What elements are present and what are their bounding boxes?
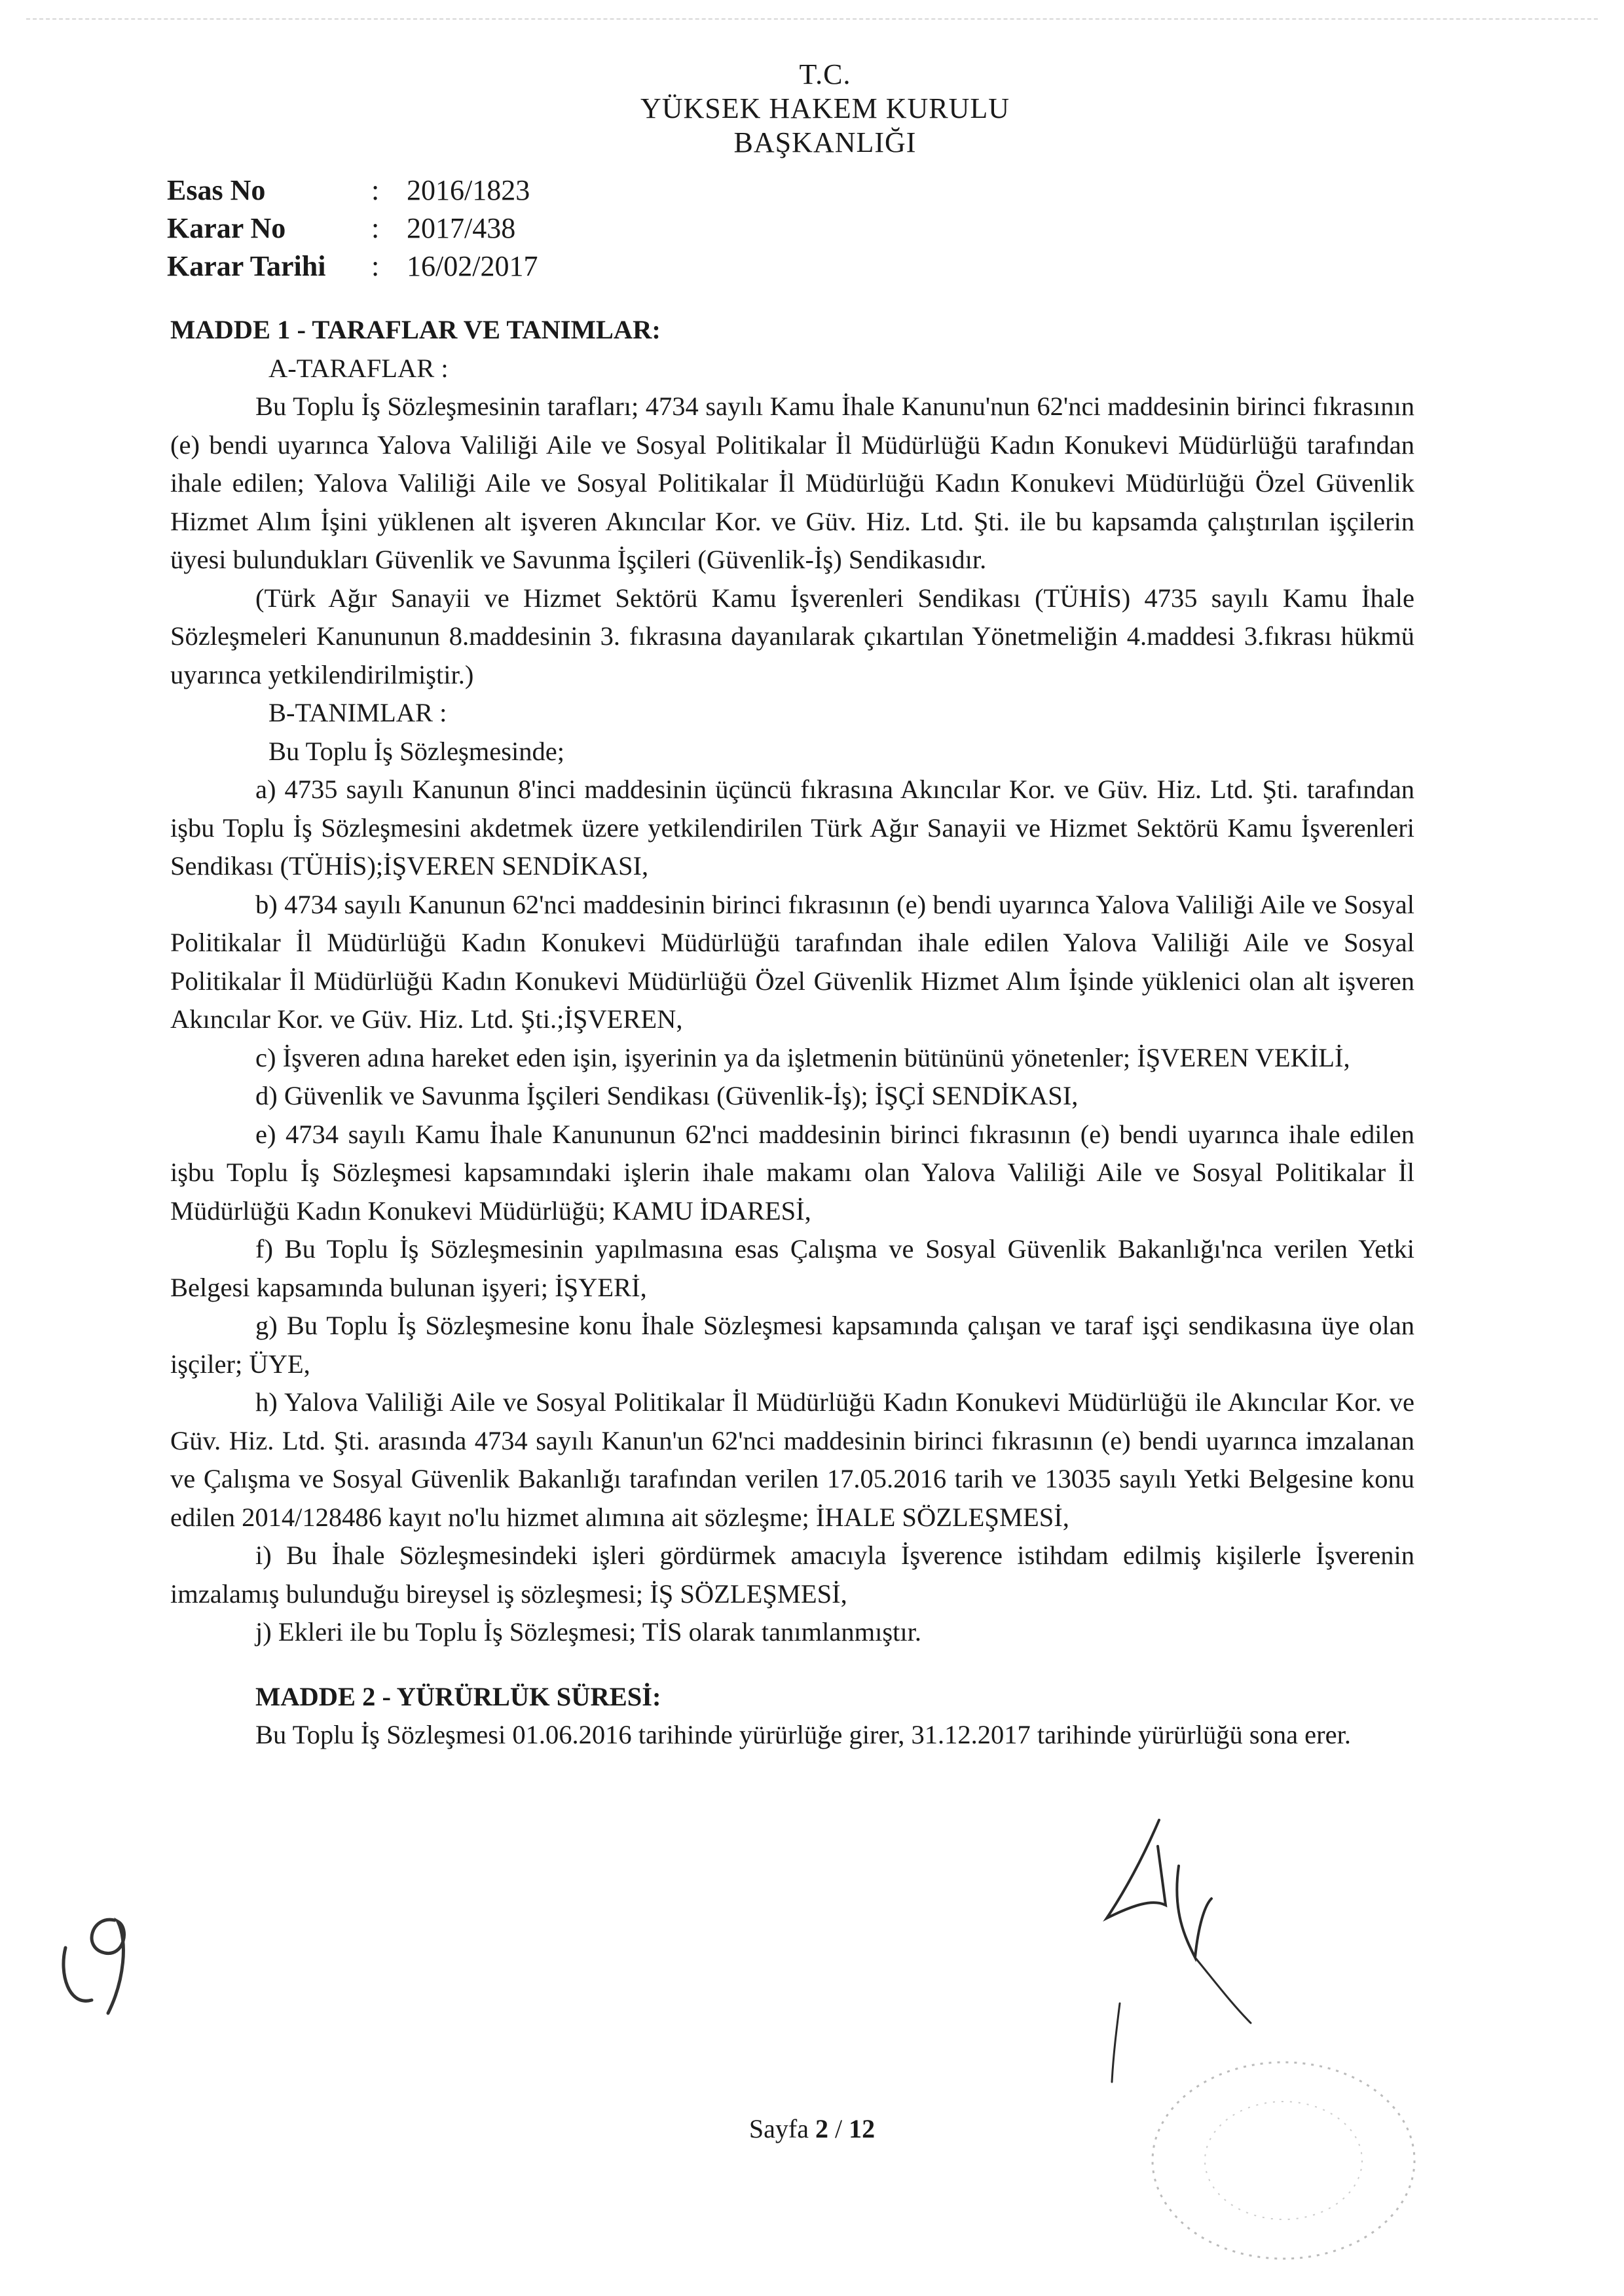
scan-edge-line — [26, 18, 1598, 20]
page-prefix: Sayfa — [748, 2114, 815, 2143]
section-gap — [170, 1652, 1414, 1678]
header-line-presidency: BAŞKANLIĞI — [733, 126, 917, 158]
meta-colon: : — [371, 250, 380, 282]
header-line-tc: T.C. — [799, 58, 851, 90]
meta-colon: : — [371, 212, 380, 244]
article-1-heading: MADDE 1 - TARAFLAR VE TANIMLAR: — [170, 315, 661, 344]
seal-stamp-icon — [1126, 2043, 1441, 2278]
section-b-heading: B-TANIMLAR : — [268, 698, 447, 727]
definition-item: b) 4734 sayılı Kanunun 62'nci maddesinin birinci fıkrasının (e) bendi uyarınca Yalova Valiliği Aile ve Sosyal Politikalar İl Müdürlüğü Kadın Konukevi Müdürlüğü tarafından ihale edilen Yalova Valiliği Aile ve Sosyal Politikalar İl Müdürlüğü Kadın Konukevi Müdürlüğü Özel Güvenlik Hizmet Alım İşinde yüklenici olan alt işveren Akıncılar Kor. ve Güv. Hiz. Ltd. Şti.;İŞVEREN, — [170, 889, 1414, 1034]
header-line-court: YÜKSEK HAKEM KURULU — [640, 92, 1010, 124]
definition-item: g) Bu Toplu İş Sözleşmesine konu İhale Sözleşmesi kapsamında çalışan ve taraf işçi sendikasına üye olan işçiler; ÜYE, — [170, 1311, 1414, 1379]
definition-item: a) 4735 sayılı Kanunun 8'inci maddesinin üçüncü fıkrasına Akıncılar Kor. ve Güv. Hiz. Ltd. Şti. tarafından işbu Toplu İş Sözleşmesini akdetmek üzere yetkilendirilen Türk Ağır Sanayii ve Hizmet Sektörü Kamu İşverenleri Sendikası (TÜHİS);İŞVEREN SENDİKASI, — [170, 774, 1414, 881]
definition-item: d) Güvenlik ve Savunma İşçileri Sendikası (Güvenlik-İş); İŞÇİ SENDİKASI, — [255, 1081, 1079, 1110]
definitions-intro: Bu Toplu İş Sözleşmesinde; — [268, 736, 565, 766]
definition-item: e) 4734 sayılı Kamu İhale Kanununun 62'nci maddesinin birinci fıkrasının (e) bendi uyarınca ihale edilen işbu Toplu İş Sözleşmesi kapsamındaki işlerin ihale makamı olan Yalova Valiliği Aile ve Sosyal Politikalar İl Müdürlüğü Kadın Konukevi Müdürlüğü; KAMU İDARESİ, — [170, 1119, 1414, 1226]
definition-item: i) Bu İhale Sözleşmesindeki işleri gördürmek amacıyla İşverence istihdam edilmiş kişilerle İşverenin imzalamış bulunduğu bireysel iş sözleşmesi; İŞ SÖZLEŞMESİ, — [170, 1540, 1414, 1609]
definition-item: f) Bu Toplu İş Sözleşmesinin yapılmasına esas Çalışma ve Sosyal Güvenlik Bakanlığı'nca verilen Yetki Belgesi kapsamında bulunan işyeri; İŞYERİ, — [170, 1234, 1414, 1302]
page-total: 12 — [849, 2114, 876, 2143]
page-current: 2 — [815, 2114, 828, 2143]
definition-item: c) İşveren adına hareket eden işin, işyerinin ya da işletmenin bütününü yönetenler; İŞVEREN VEKİLİ, — [255, 1042, 1350, 1072]
section-a-heading: A-TARAFLAR : — [268, 353, 449, 383]
meta-value: 2016/1823 — [407, 174, 530, 206]
meta-colon: : — [371, 174, 380, 206]
definition-item: j) Ekleri ile bu Toplu İş Sözleşmesi; TİS olarak tanımlanmıştır. — [255, 1617, 922, 1647]
case-metadata — [167, 172, 538, 285]
meta-value: 2017/438 — [407, 212, 516, 244]
definition-item: h) Yalova Valiliği Aile ve Sosyal Politikalar İl Müdürlüğü Kadın Konukevi Müdürlüğü ile Akıncılar Kor. ve Güv. Hiz. Ltd. Şti. arasında 4734 sayılı Kanun'un 62'nci maddesinin birinci fıkrasının (e) bendi uyarınca imzalanan ve Çalışma ve Sosyal Güvenlik Bakanlığı tarafından verilen 17.05.2016 tarih ve 13035 sayılı Yetki Belgesine konu edilen 2014/128486 kayıt no'lu hizmet alımına ait sözleşme; İHALE SÖZLEŞMESİ, — [170, 1387, 1414, 1532]
page-separator: / — [828, 2114, 849, 2143]
meta-row-tarih — [167, 247, 538, 285]
meta-label: Karar No — [167, 212, 286, 244]
meta-label: Esas No — [167, 174, 266, 206]
document-body — [170, 311, 1414, 1755]
meta-row-karar — [167, 210, 538, 247]
validity-paragraph: Bu Toplu İş Sözleşmesi 01.06.2016 tarihinde yürürlüğe girer, 31.12.2017 tarihinde yürürlüğü sona erer. — [255, 1720, 1351, 1749]
article-2-heading: MADDE 2 - YÜRÜRLÜK SÜRESİ: — [255, 1681, 661, 1711]
meta-label: Karar Tarihi — [167, 250, 326, 282]
institution-header — [498, 58, 1153, 160]
meta-value: 16/02/2017 — [407, 250, 538, 282]
parties-paragraph: Bu Toplu İş Sözleşmesinin tarafları; 4734 sayılı Kamu İhale Kanunu'nun 62'nci maddesinin birinci fıkrasının (e) bendi uyarınca Yalova Valiliği Aile ve Sosyal Politikalar İl Müdürlüğü Kadın Konukevi Müdürlüğü tarafından ihale edilen; Yalova Valiliği Aile ve Sosyal Politikalar İl Müdürlüğü Kadın Konukevi Müdürlüğü Özel Güvenlik Hizmet Alım İşini yüklenen alt işveren Akıncılar Kor. ve Güv. Hiz. Ltd. Şti. ile bu kapsamda çalıştırılan işçilerin üyesi bulundukları Güvenlik ve Savunma İşçileri (Güvenlik-İş) Sendikasıdır. — [170, 392, 1414, 574]
meta-row-esas — [167, 172, 538, 210]
authorization-paragraph: (Türk Ağır Sanayii ve Hizmet Sektörü Kamu İşverenleri Sendikası (TÜHİS) 4735 sayılı Kamu İhale Sözleşmeleri Kanununun 8.maddesinin 3. fıkrasına dayanılarak çıkartılan Yönetmeliğin 4.maddesi 3.fıkrası hükmü uyarınca yetkilendirilmiştir.) — [170, 583, 1414, 689]
handwritten-page-mark-icon — [46, 1902, 164, 2026]
